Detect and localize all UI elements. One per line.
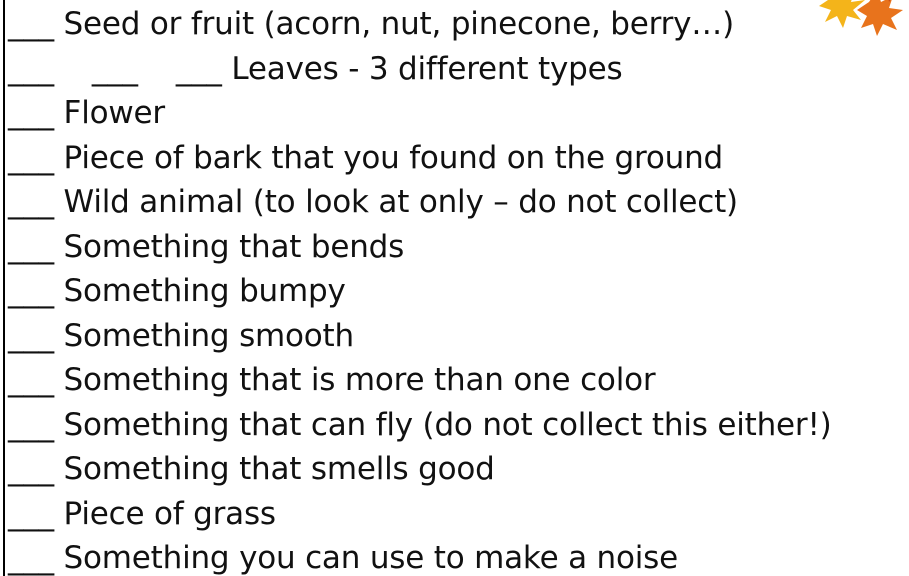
check-blank[interactable]: ___ (8, 184, 54, 220)
checklist-item-label: Flower (53, 95, 165, 131)
checklist-item (8, 180, 832, 225)
checklist-item (8, 403, 832, 448)
checklist-item (8, 447, 832, 492)
check-blank[interactable]: ___ (8, 362, 54, 398)
check-blank[interactable]: ___ (91, 50, 138, 87)
check-blank[interactable]: ___ (8, 50, 54, 87)
check-blank[interactable]: ___ (8, 139, 54, 176)
checklist-item-label: Seed or fruit (acorn, nut, pinecone, berry…) (53, 6, 735, 42)
checklist-item-label: Something smooth (53, 317, 354, 354)
checklist-item-label: Something that bends (53, 228, 405, 265)
scavenger-hunt-checklist (8, 2, 832, 576)
checklist-item (8, 225, 832, 270)
check-blank[interactable]: ___ (175, 50, 222, 87)
checklist-item (8, 2, 832, 47)
checklist-item-label: Something you can use to make a noise (53, 540, 678, 576)
checklist-item (8, 492, 832, 537)
checklist-item-label: Leaves - 3 different types (221, 50, 623, 87)
checklist-item-label: Piece of grass (53, 495, 276, 532)
checklist-item-label: Something that smells good (53, 451, 495, 487)
check-blank[interactable]: ___ (8, 273, 54, 309)
checklist-item (8, 536, 832, 576)
checklist-item-label: Something that can fly (do not collect this either!) (53, 406, 832, 443)
check-blank[interactable]: ___ (8, 95, 54, 131)
check-blank[interactable]: ___ (8, 317, 54, 354)
page-border-rule (3, 0, 5, 576)
leaf-orange-icon (857, 0, 903, 36)
checklist-item-label: Piece of bark that you found on the ground (53, 139, 723, 176)
check-blank[interactable]: ___ (8, 406, 54, 443)
checklist-item-label: Something that is more than one color (53, 362, 656, 398)
checklist-item-label: Something bumpy (53, 273, 346, 309)
check-blank[interactable]: ___ (8, 6, 54, 42)
check-blank[interactable]: ___ (8, 495, 54, 532)
checklist-item (8, 136, 832, 181)
check-blank[interactable]: ___ (8, 228, 54, 265)
checklist-item-label: Wild animal (to look at only – do not collect) (53, 184, 738, 220)
checklist-item (8, 47, 832, 92)
checklist-item (8, 314, 832, 359)
checklist-item (8, 358, 832, 403)
checklist-item (8, 269, 832, 314)
checklist-item (8, 91, 832, 136)
check-blank[interactable]: ___ (8, 451, 54, 487)
check-blank[interactable]: ___ (8, 540, 54, 576)
